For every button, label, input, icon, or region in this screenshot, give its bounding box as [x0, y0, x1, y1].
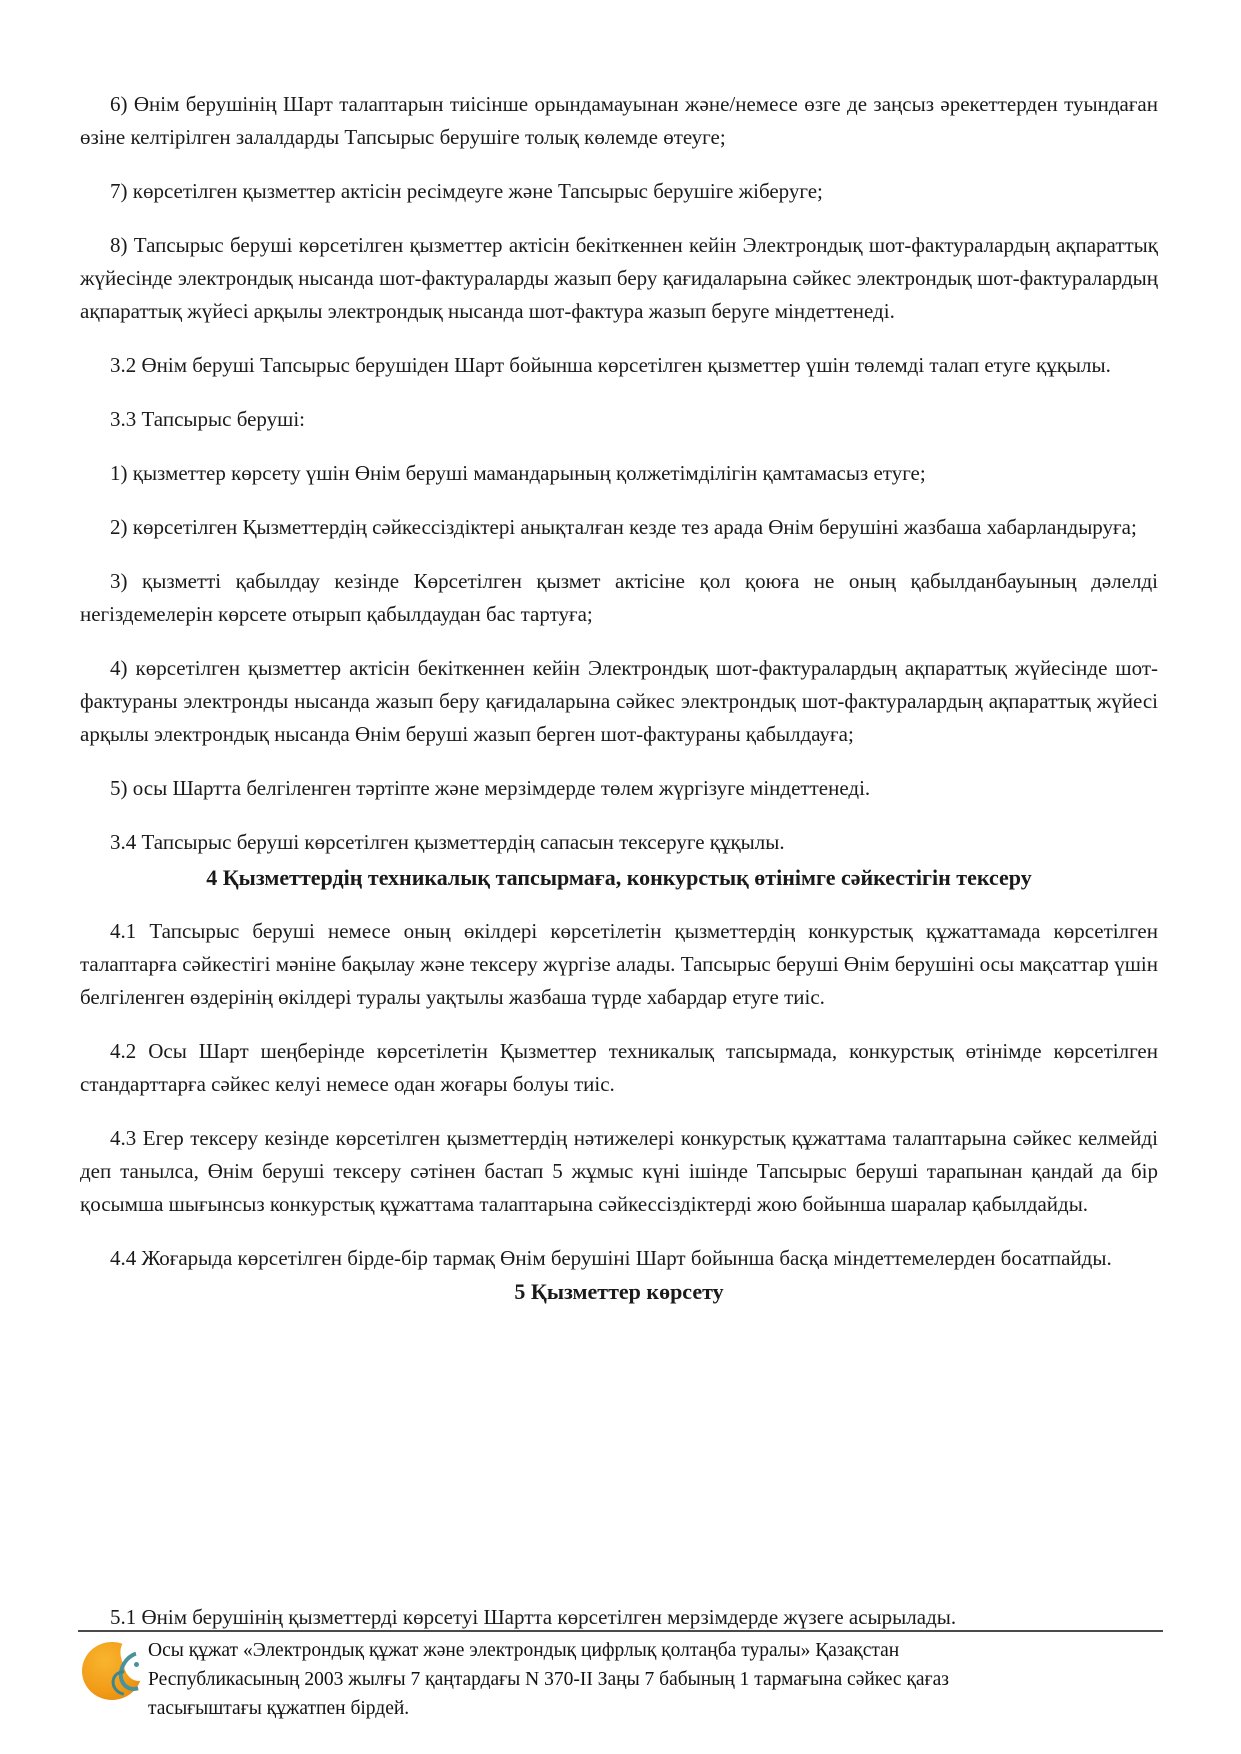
contract-paragraph-6: 6) Өнім берушінің Шарт талаптарын тиісінше орындамауынан және/немесе өзге де заңсыз әрекеттерден туындаған өзіне келтірілген залалдарды Тапсырыс берушіге толық көлемде өтеуге;	[80, 92, 1158, 149]
footnote-line-2: Республикасының 2003 жылғы 7 қаңтардағы N 370-II Заңы 7 бабының 1 тармағына сәйкес қағаз	[148, 1669, 949, 1690]
contract-subitem-1: 1) қызметтер көрсету үшін Өнім беруші мамандарының қолжетімділігін қамтамасыз етуге;	[110, 461, 926, 485]
contract-paragraph-7: 7) көрсетілген қызметтер актісін ресімдеуге және Тапсырыс берушіге жіберуге;	[110, 179, 823, 203]
footnote-divider	[78, 1630, 1163, 1632]
section-5-heading: 5 Қызметтер көрсету	[514, 1279, 724, 1304]
contract-subitem-5: 5) осы Шартта белгіленген тәртіпте және мерзімдерде төлем жүргізуге міндеттенеді.	[110, 776, 871, 800]
contract-subitem-2: 2) көрсетілген Қызметтердің сәйкессіздіктері анықталған кезде тез арада Өнім берушіні жазбаша хабарландыруға;	[110, 515, 1137, 539]
contract-subitem-4: 4) көрсетілген қызметтер актісін бекіткеннен кейін Электрондық шот-фактуралардың ақпараттық жүйесінде шот-фактураны электронды нысанда жазып беру қағидаларына сәйкес электрондық шот-фактуралардың ақпараттық жүйесі арқылы электрондық нысанда Өнім беруші жазып берген шот-фактураны қабылдауға;	[80, 656, 1158, 746]
footnote-text	[148, 1636, 968, 1723]
contract-paragraph-3-4: 3.4 Тапсырыс беруші көрсетілген қызметтердің сапасын тексеруге құқылы.	[110, 830, 785, 854]
contract-paragraph-4-2: 4.2 Осы Шарт шеңберінде көрсетілетін Қызметтер техникалық тапсырмада, конкурстық өтінімде көрсетілген стандарттарға сәйкес келуі немесе одан жоғары болуы тиіс.	[80, 1039, 1158, 1096]
logo-teal-dot	[134, 1662, 139, 1667]
contract-paragraph-4-1: 4.1 Тапсырыс беруші немесе оның өкілдері көрсетілетін қызметтердің конкурстық құжаттамада көрсетілген талаптарға сәйкестігі мәніне бақылау және тексеру жүргізе алады. Тапсырыс беруші Өнім берушіні осы мақсаттар үшін белгіленген өздерінің өкілдері туралы уақтылы жазбаша түрде хабардар етуге тиіс.	[80, 919, 1158, 1009]
contract-paragraph-8: 8) Тапсырыс беруші көрсетілген қызметтер актісін бекіткеннен кейін Электрондық шот-фактуралардың ақпараттық жүйесінде электрондық нысанда шот-фактураларды жазып беру қағидаларына сәйкес электрондық шот-фактуралардың ақпараттық жүйесі арқылы электрондық нысанда шот-фактура жазып беруге міндеттенеді.	[80, 233, 1158, 323]
footnote-line-1: Осы құжат «Электрондық құжат және электрондық цифрлық қолтаңба туралы» Қазақстан	[148, 1640, 900, 1661]
contract-paragraph-5-1: 5.1 Өнім берушінің қызметтерді көрсетуі Шартта көрсетілген мерзімдерде жүзеге асырылады.	[110, 1605, 957, 1629]
contract-paragraph-4-4: 4.4 Жоғарыда көрсетілген бірде-бір тармақ Өнім берушіні Шарт бойынша басқа міндеттемелерден босатпайды.	[110, 1246, 1112, 1270]
contract-paragraph-3-3: 3.3 Тапсырыс беруші:	[110, 407, 305, 431]
footnote-line-3: тасығыштағы құжатпен бірдей.	[148, 1698, 410, 1719]
contract-paragraph-3-2: 3.2 Өнім беруші Тапсырыс берушіден Шарт бойынша көрсетілген қызметтер үшін төлемді талап етуге құқылы.	[110, 353, 1111, 377]
contract-body	[80, 88, 1158, 1308]
contract-paragraph-4-3: 4.3 Егер тексеру кезінде көрсетілген қызметтердің нәтижелері конкурстық құжаттама талаптарына сәйкес келмейді деп танылса, Өнім беруші тексеру сәтінен бастап 5 жұмыс күні ішінде Тапсырыс беруші тарапынан қандай да бір қосымша шығынсыз конкурстық құжаттама талаптарына сәйкессіздіктерді жою бойынша шаралар қабылдайды.	[80, 1126, 1158, 1216]
contract-subitem-3: 3) қызметті қабылдау кезінде Көрсетілген қызмет актісіне қол қоюға не оның қабылданбауының дәлелді негіздемелерін көрсете отырып қабылдаудан бас тартуға;	[80, 569, 1158, 626]
section-4-heading: 4 Қызметтердің техникалық тапсырмаға, конкурстық өтінімге сәйкестігін тексеру	[206, 865, 1032, 890]
